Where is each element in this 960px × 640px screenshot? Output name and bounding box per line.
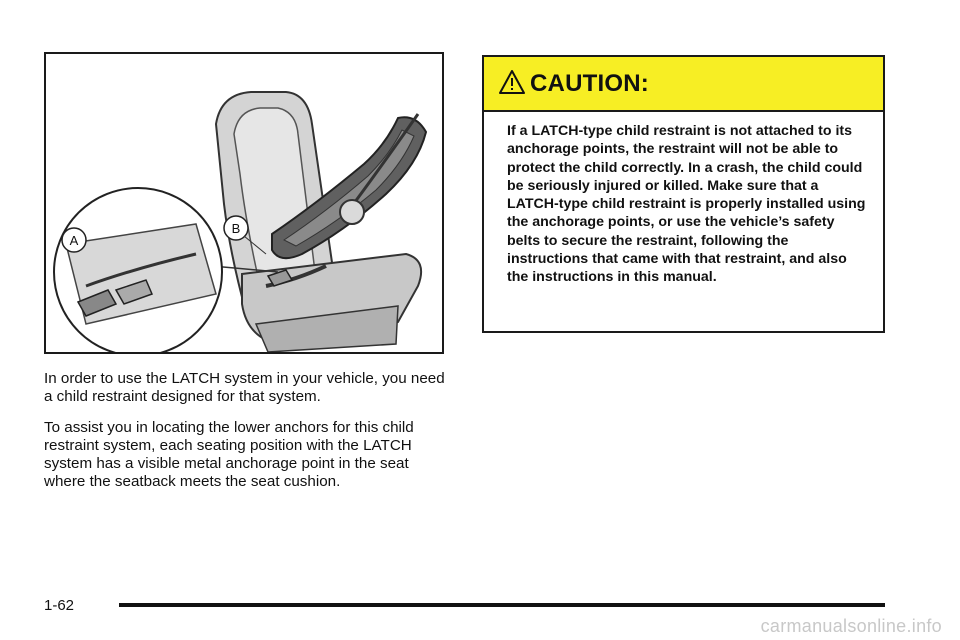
paragraph-latch-intro: In order to use the LATCH system in your vehicle, you need a child restraint designed for that system. — [44, 370, 445, 405]
page-number: 1-62 — [44, 597, 75, 614]
footer-rule — [119, 603, 885, 607]
caution-body: If a LATCH-type child restraint is not attached to its anchorage points, the restraint will not be able to protect the child correctly. In a crash, the child could be seriously injured or killed. Make sure that a LATCH-type child restraint is properly installed using the anchorage points, or use the vehicle’s safety belts to secure the restraint, following the instructions that came with that restraint, and also the instructions in this manual. — [507, 123, 866, 286]
caution-box — [482, 55, 885, 333]
label-a: A — [69, 233, 79, 248]
paragraph-lower-anchors: To assist you in locating the lower anchors for this child restraint system, each seating position with the LATCH system has a visible metal anchorage point in the seat where the seatback meets the seat cushion. — [44, 419, 414, 490]
watermark: carmanualsonline.info — [760, 616, 942, 636]
label-b: B — [231, 221, 241, 236]
caution-title: CAUTION: — [530, 69, 649, 97]
caution-header — [484, 57, 883, 112]
body-text — [44, 370, 454, 504]
latch-illustration — [44, 52, 444, 354]
warning-triangle-icon — [498, 68, 526, 96]
